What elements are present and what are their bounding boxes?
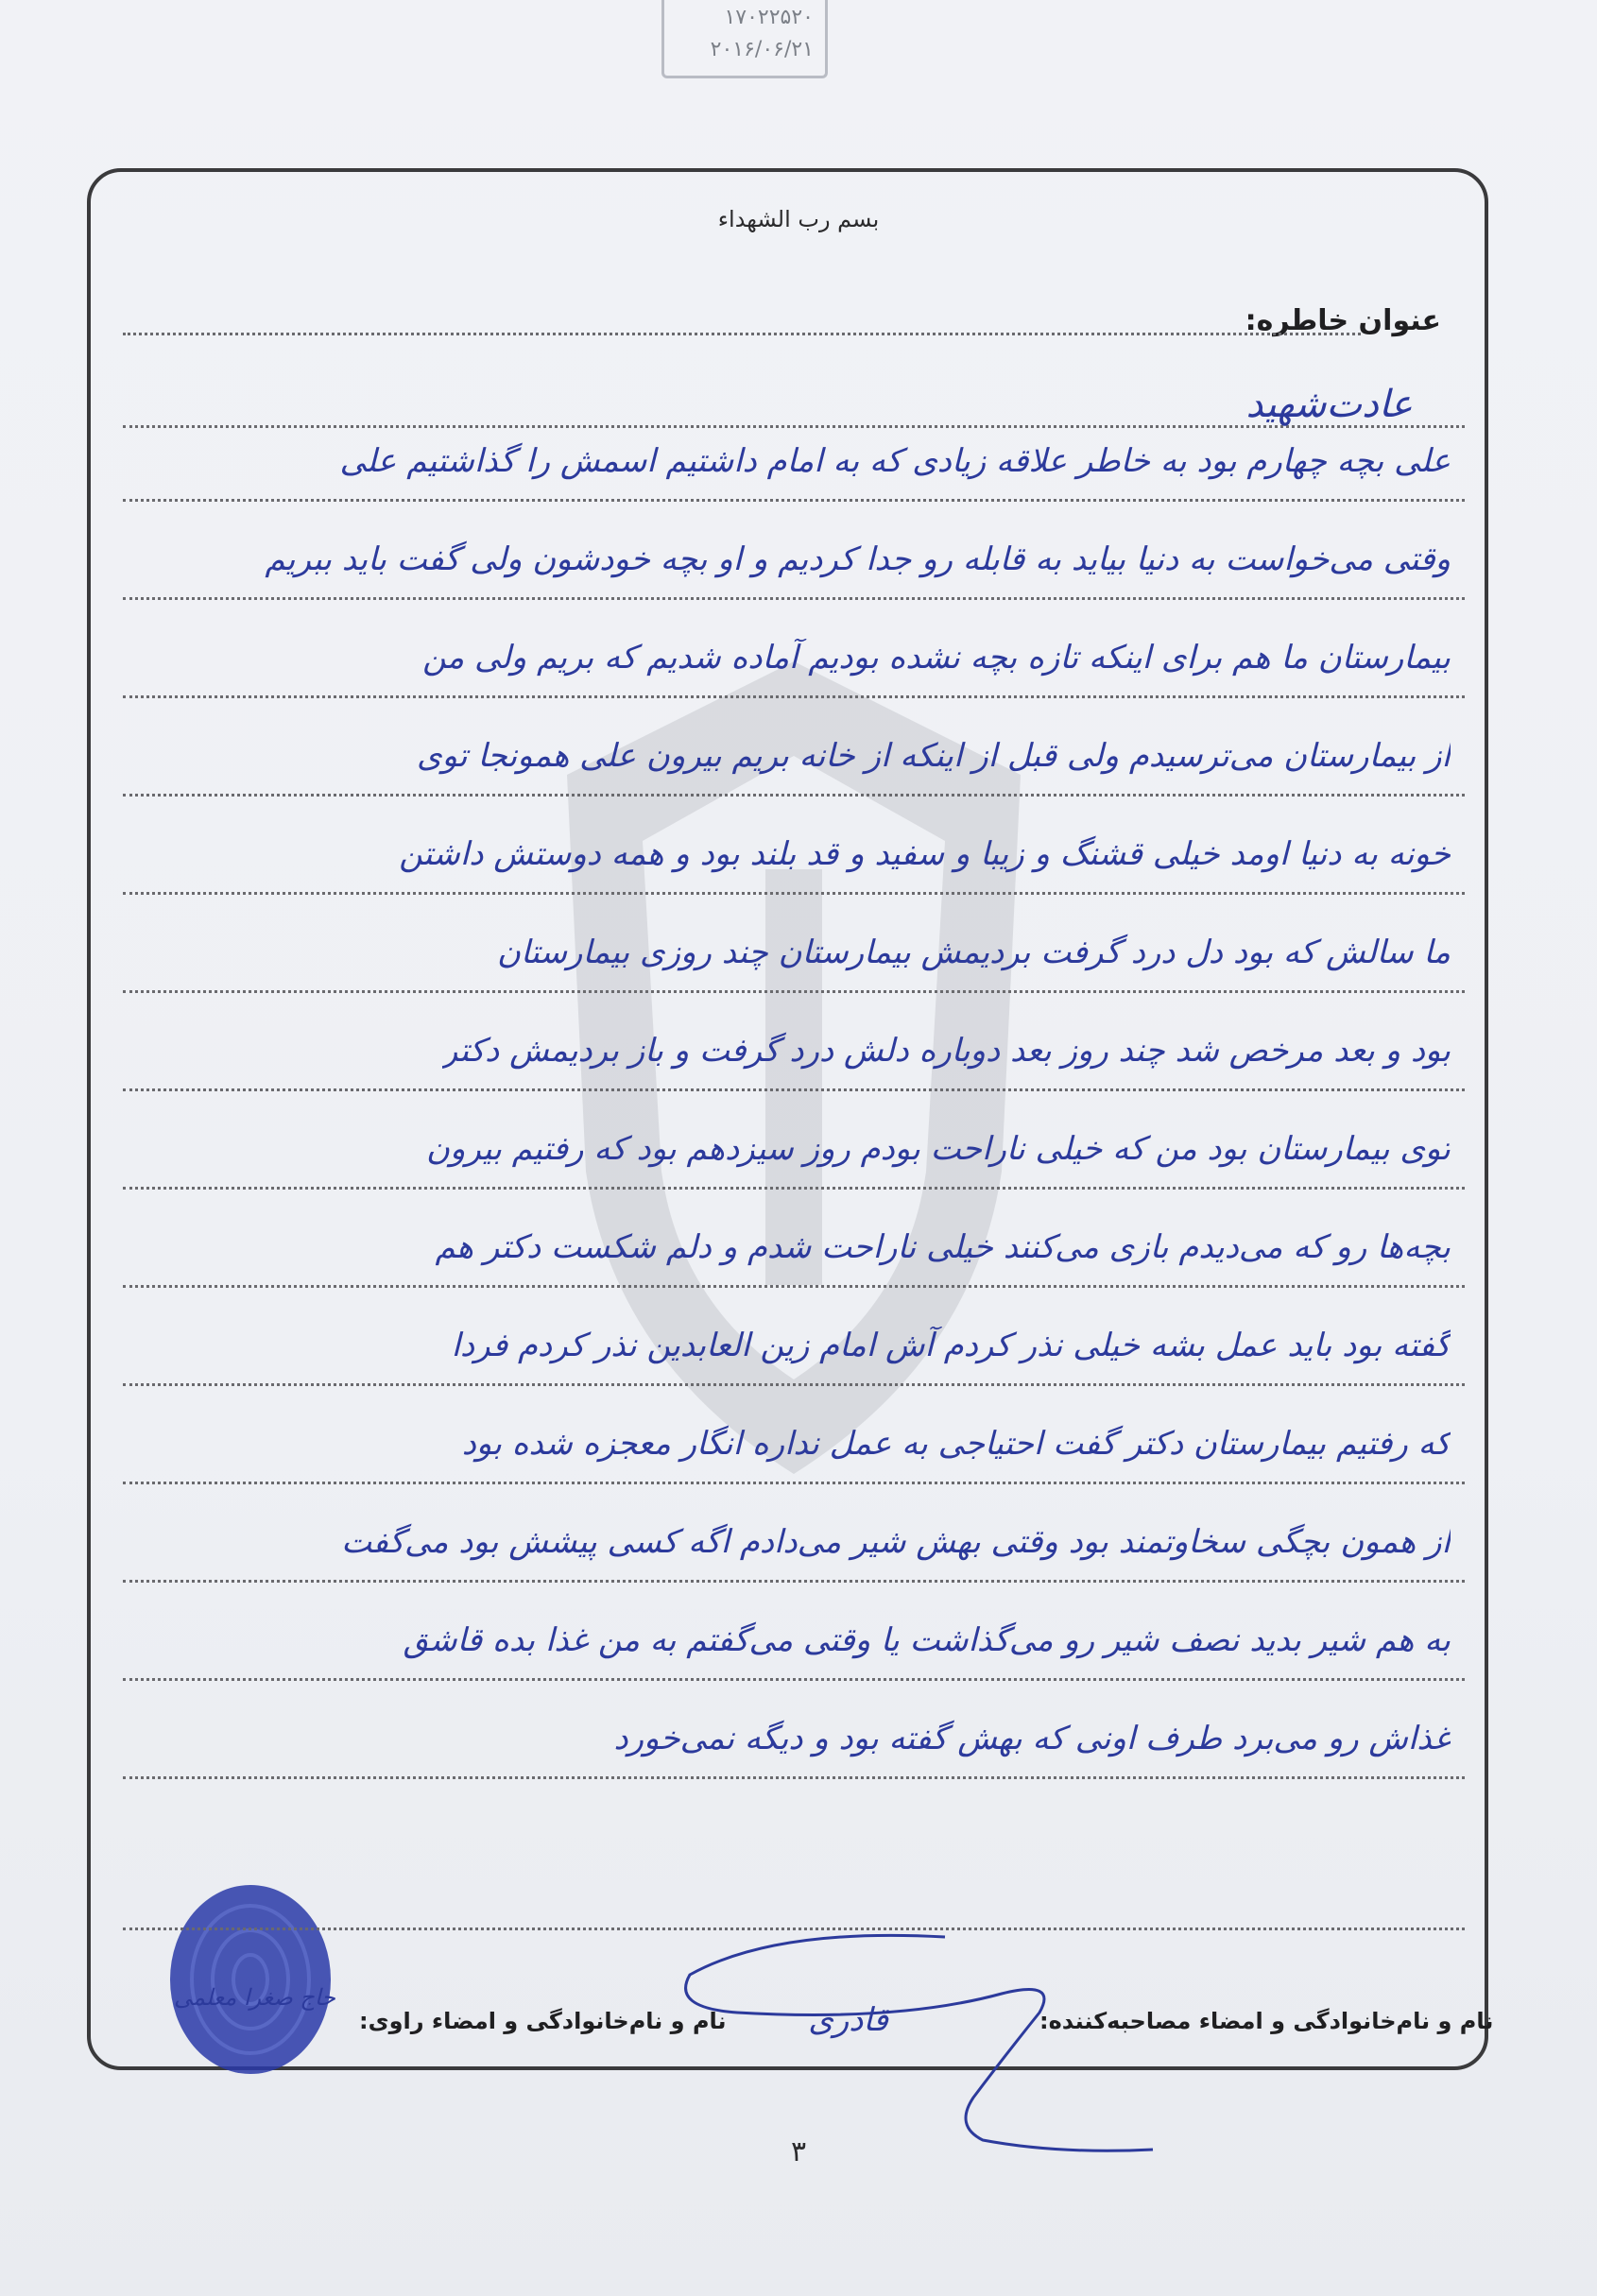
ruled-dotted-line	[123, 695, 1465, 698]
stamp-line-2: ۲۰۱۶/۰۶/۲۱	[710, 38, 814, 61]
interviewer-label: نام و نام‌خانوادگی و امضاء مصاحبه‌کننده:	[1039, 2008, 1494, 2034]
memory-title-dotted-line	[123, 333, 1361, 335]
handwritten-line: از همون بچگی سخاوتمند بود وقتی بهش شیر می‌دادم اگه کسی پیشش بود می‌گفت	[341, 1523, 1451, 1561]
ruled-dotted-line	[123, 1776, 1465, 1779]
ruled-dotted-line	[123, 1580, 1465, 1583]
ruled-dotted-line	[123, 794, 1465, 797]
memory-title-label: عنوان خاطره:	[1245, 304, 1441, 337]
handwritten-line: بچه‌ها رو که می‌دیدم بازی می‌کنند خیلی ناراحت شدم و دلم شکست دکتر هم	[435, 1228, 1451, 1266]
handwritten-line: خونه به دنیا اومد خیلی قشنگ و زیبا و سفید و قد بلند بود و همه دوستش داشتن	[399, 835, 1451, 873]
memory-title-value: عادت‌شهید	[1245, 383, 1413, 426]
handwritten-line: به هم شیر بدید نصف شیر رو می‌گذاشت یا وقتی می‌گفتم به من غذا بده قاشق	[403, 1621, 1451, 1659]
ruled-dotted-line	[123, 499, 1465, 502]
ruled-dotted-line	[123, 1088, 1465, 1091]
ruled-dotted-line	[123, 1678, 1465, 1681]
ruled-dotted-line	[123, 597, 1465, 600]
page-header-title: بسم رب الشهداء	[717, 206, 880, 232]
ruled-dotted-line	[123, 1187, 1465, 1190]
ruled-dotted-line	[123, 1482, 1465, 1484]
archive-stamp	[661, 0, 828, 78]
handwritten-line: بیمارستان ما هم برای اینکه تازه بچه نشده بودیم آماده شدیم که بریم ولی من	[422, 639, 1451, 677]
handwritten-line: گفته بود باید عمل بشه خیلی نذر کردم آش امام زین العابدین نذر کردم فردا	[451, 1327, 1451, 1364]
handwritten-line: از بیمارستان می‌ترسیدم ولی قبل از اینکه از خانه بریم بیرون علی همونجا توی	[417, 737, 1451, 775]
ruled-dotted-line	[123, 990, 1465, 993]
handwritten-line: که رفتیم بیمارستان دکتر گفت احتیاجی به عمل نداره انگار معجزه شده بود	[461, 1425, 1451, 1463]
handwritten-line: علی بچه چهارم بود به خاطر علاقه زیادی که به امام داشتیم اسمش را گذاشتیم علی	[339, 442, 1451, 480]
signature-dotted-line	[123, 1928, 1465, 1930]
page-number: ۳	[790, 2135, 807, 2168]
narrator-label: نام و نام‌خانوادگی و امضاء راوی:	[359, 2008, 727, 2034]
ruled-dotted-line	[123, 1285, 1465, 1288]
narrator-name: حاج صغرا معلمی	[173, 1984, 335, 2011]
handwritten-line: توی بیمارستان بود من که خیلی ناراحت بودم روز سیزدهم بود که رفتیم بیرون	[426, 1130, 1451, 1168]
thumbprint	[161, 1880, 340, 2079]
handwritten-line: وقتی می‌خواست به دنیا بیاید به قابله رو جدا کردیم و او بچه خودشون ولی گفت باید ببریم	[265, 540, 1451, 578]
interviewer-name: قادری	[808, 2001, 888, 2039]
handwritten-line: بود و بعد مرخص شد چند روز بعد دوباره دلش درد گرفت و باز بردیمش دکتر	[441, 1032, 1451, 1070]
handwritten-line: ما سالش که بود دل درد گرفت بردیمش بیمارستان چند روزی بیمارستان	[496, 934, 1451, 971]
handwritten-line: غذاش رو می‌برد طرف اونی که بهش گفته بود و دیگه نمی‌خورد	[613, 1720, 1451, 1757]
ruled-dotted-line	[123, 892, 1465, 895]
stamp-line-1: ۱۷۰۲۲۵۲۰	[724, 6, 814, 29]
ruled-dotted-line	[123, 1383, 1465, 1386]
